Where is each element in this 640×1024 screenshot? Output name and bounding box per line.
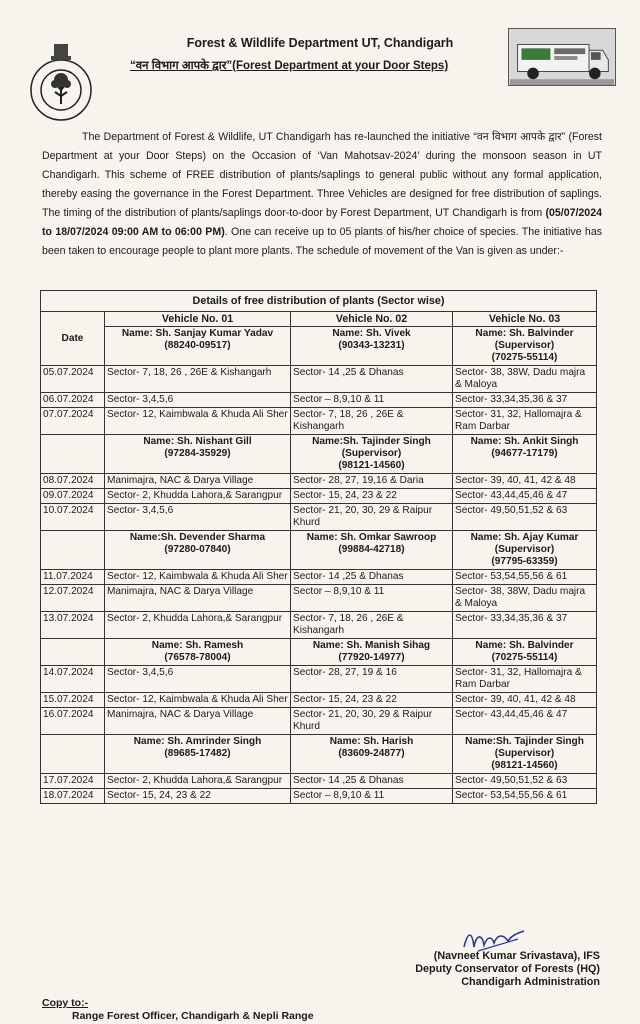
sector-cell: Sector- 28, 27, 19,16 & Daria xyxy=(291,474,453,489)
schedule-row xyxy=(41,570,597,585)
sector-cell: Sector – 8,9,10 & 11 xyxy=(291,393,453,408)
sector-cell: Sector- 28, 27, 19 & 16 xyxy=(291,666,453,693)
distribution-schedule-table xyxy=(40,290,597,804)
staff-name-cell: Name: Sh. Ramesh (76578-78004) xyxy=(105,639,291,666)
sector-cell: Sector- 3,4,5,6 xyxy=(105,666,291,693)
staff-name-cell: Name: Sh. Balvinder (70275-55114) xyxy=(453,639,597,666)
date-cell: 14.07.2024 xyxy=(41,666,105,693)
sector-cell: Sector- 7, 18, 26 , 26E & Kishangarh xyxy=(291,408,453,435)
schedule-row xyxy=(41,366,597,393)
staff-name-cell: Name: Sh. Vivek (90343-13231) xyxy=(291,327,453,366)
sector-cell: Sector- 7, 18, 26 , 26E & Kishangarh xyxy=(105,366,291,393)
intro-text-part1: The Department of Forest & Wildlife, UT Chandigarh has re-launched the initiative “वन विभाग आपके द्वार” (Forest Department at your Door Steps) on the Occasion of ‘Van Mahotsav-2024’ during the monsoon season in UT Chandigarh. This scheme of FREE distribution of plants/saplings to general public without any formal application, thereby easing the governance in the Forest Department. Three Vehicles are designed for free distribution of saplings. The timing of the distribution of plants/saplings door-to-door by Forest Department, UT Chandigarh is from xyxy=(42,131,602,219)
copy-to-recipient: Range Forest Officer, Chandigarh & Nepli Range xyxy=(72,1010,314,1022)
vehicle-header: Vehicle No. 03 xyxy=(453,312,597,327)
schedule-row xyxy=(41,408,597,435)
copy-to-label: Copy to:- xyxy=(42,997,89,1009)
department-emblem-logo xyxy=(26,38,96,126)
page-subtitle: “वन विभाग आपके द्वार”(Forest Department at your Door Steps) xyxy=(130,60,449,72)
schedule-row xyxy=(41,585,597,612)
date-cell: 13.07.2024 xyxy=(41,612,105,639)
sector-cell: Sector- 12, Kaimbwala & Khuda Ali Sher xyxy=(105,408,291,435)
staff-name-cell: Name: Sh. Ankit Singh (94677-17179) xyxy=(453,435,597,474)
date-cell: 09.07.2024 xyxy=(41,489,105,504)
sector-cell: Sector- 49,50,51,52 & 63 xyxy=(453,774,597,789)
sector-cell: Sector- 14 ,25 & Dhanas xyxy=(291,570,453,585)
table-row xyxy=(41,531,597,570)
sector-cell: Sector- 33,34,35,36 & 37 xyxy=(453,612,597,639)
sector-cell: Sector- 39, 40, 41, 42 & 48 xyxy=(453,474,597,489)
empty-date-cell xyxy=(41,735,105,774)
sector-cell: Sector- 3,4,5,6 xyxy=(105,504,291,531)
staff-name-cell: Name:Sh. Tajinder Singh (Supervisor) (98121-14560) xyxy=(453,735,597,774)
vehicle-header-row xyxy=(41,312,597,327)
sector-cell: Sector- 15, 24, 23 & 22 xyxy=(291,693,453,708)
table-row xyxy=(41,639,597,666)
table-row xyxy=(41,735,597,774)
intro-text-part2: . One can receive up to 05 plants of his/her choice of species. The initiative has been taken to encourage people to plant more plants. The schedule of movement of the Van is given as under:- xyxy=(42,226,603,257)
table-row xyxy=(41,435,597,474)
empty-date-cell xyxy=(41,435,105,474)
sector-cell: Sector- 31, 32, Hallomajra & Ram Darbar xyxy=(453,666,597,693)
sector-cell: Sector- 12, Kaimbwala & Khuda Ali Sher xyxy=(105,570,291,585)
van-photo-image xyxy=(508,28,616,86)
signatory-name: (Navneet Kumar Srivastava), IFS xyxy=(433,950,600,962)
schedule-row xyxy=(41,474,597,489)
empty-date-cell xyxy=(41,531,105,570)
schedule-row xyxy=(41,789,597,804)
staff-name-cell: Name: Sh. Ajay Kumar (Supervisor) (97795-63359) xyxy=(453,531,597,570)
staff-name-cell: Name: Sh. Balvinder (Supervisor) (70275-55114) xyxy=(453,327,597,366)
date-cell: 10.07.2024 xyxy=(41,504,105,531)
sector-cell: Sector- 3,4,5,6 xyxy=(105,393,291,408)
date-cell: 08.07.2024 xyxy=(41,474,105,489)
sector-cell: Manimajra, NAC & Darya Village xyxy=(105,708,291,735)
sector-cell: Sector- 2, Khudda Lahora,& Sarangpur xyxy=(105,489,291,504)
sector-cell: Sector – 8,9,10 & 11 xyxy=(291,789,453,804)
empty-date-cell xyxy=(41,639,105,666)
schedule-row xyxy=(41,612,597,639)
date-cell: 15.07.2024 xyxy=(41,693,105,708)
sector-cell: Sector- 7, 18, 26 , 26E & Kishangarh xyxy=(291,612,453,639)
schedule-row xyxy=(41,693,597,708)
date-cell: 06.07.2024 xyxy=(41,393,105,408)
staff-name-cell: Name: Sh. Sanjay Kumar Yadav (88240-09517) xyxy=(105,327,291,366)
sector-cell: Sector- 53,54,55,56 & 61 xyxy=(453,570,597,585)
vehicle-header: Vehicle No. 02 xyxy=(291,312,453,327)
date-cell: 16.07.2024 xyxy=(41,708,105,735)
table-caption-row xyxy=(41,291,597,312)
schedule-row xyxy=(41,489,597,504)
signature-block xyxy=(380,950,600,989)
sector-cell: Sector- 14 ,25 & Dhanas xyxy=(291,774,453,789)
schedule-row xyxy=(41,774,597,789)
staff-name-cell: Name:Sh. Tajinder Singh (Supervisor) (98121-14560) xyxy=(291,435,453,474)
sector-cell: Sector- 15, 24, 23 & 22 xyxy=(291,489,453,504)
sector-cell: Sector- 39, 40, 41, 42 & 48 xyxy=(453,693,597,708)
schedule-row xyxy=(41,504,597,531)
table-row xyxy=(41,327,597,366)
sector-cell: Sector- 53,54,55,56 & 61 xyxy=(453,789,597,804)
sector-cell: Sector- 2, Khudda Lahora,& Sarangpur xyxy=(105,774,291,789)
sector-cell: Manimajra, NAC & Darya Village xyxy=(105,585,291,612)
sector-cell: Sector- 33,34,35,36 & 37 xyxy=(453,393,597,408)
sector-cell: Sector- 15, 24, 23 & 22 xyxy=(105,789,291,804)
sector-cell: Manimajra, NAC & Darya Village xyxy=(105,474,291,489)
signatory-office: Chandigarh Administration xyxy=(461,976,600,988)
page-title: Forest & Wildlife Department UT, Chandigarh xyxy=(186,36,454,50)
staff-name-cell: Name: Sh. Amrinder Singh (89685-17482) xyxy=(105,735,291,774)
sector-cell: Sector- 38, 38W, Dadu majra & Maloya xyxy=(453,585,597,612)
date-column-header: Date xyxy=(41,312,105,366)
schedule-row xyxy=(41,393,597,408)
date-cell: 12.07.2024 xyxy=(41,585,105,612)
date-cell: 05.07.2024 xyxy=(41,366,105,393)
date-cell: 18.07.2024 xyxy=(41,789,105,804)
staff-name-cell: Name: Sh. Nishant Gill (97284-35929) xyxy=(105,435,291,474)
staff-name-cell: Name: Sh. Manish Sihag (77920-14977) xyxy=(291,639,453,666)
sector-cell: Sector- 21, 20, 30, 29 & Raipur Khurd xyxy=(291,504,453,531)
sector-cell: Sector- 21, 20, 30, 29 & Raipur Khurd xyxy=(291,708,453,735)
date-cell: 11.07.2024 xyxy=(41,570,105,585)
sector-cell: Sector- 43,44,45,46 & 47 xyxy=(453,708,597,735)
staff-name-cell: Name:Sh. Devender Sharma (97280-07840) xyxy=(105,531,291,570)
date-cell: 07.07.2024 xyxy=(41,408,105,435)
schedule-row xyxy=(41,708,597,735)
sector-cell: Sector- 12, Kaimbwala & Khuda Ali Sher xyxy=(105,693,291,708)
staff-name-cell: Name: Sh. Harish (83609-24877) xyxy=(291,735,453,774)
vehicle-header: Vehicle No. 01 xyxy=(105,312,291,327)
sector-cell: Sector- 49,50,51,52 & 63 xyxy=(453,504,597,531)
signatory-designation: Deputy Conservator of Forests (HQ) xyxy=(415,963,600,975)
sector-cell: Sector – 8,9,10 & 11 xyxy=(291,585,453,612)
sector-cell: Sector- 38, 38W, Dadu majra & Maloya xyxy=(453,366,597,393)
date-cell: 17.07.2024 xyxy=(41,774,105,789)
sector-cell: Sector- 31, 32, Hallomajra & Ram Darbar xyxy=(453,408,597,435)
distribution-timing: (05/07/2024 to 18/07/2024 09:00 AM to 06:00 PM) xyxy=(42,207,602,238)
sector-cell: Sector- 2, Khudda Lahora,& Sarangpur xyxy=(105,612,291,639)
table-caption: Details of free distribution of plants (Sector wise) xyxy=(41,291,597,312)
sector-cell: Sector- 43,44,45,46 & 47 xyxy=(453,489,597,504)
schedule-row xyxy=(41,666,597,693)
staff-name-cell: Name: Sh. Omkar Sawroop (99884-42718) xyxy=(291,531,453,570)
sector-cell: Sector- 14 ,25 & Dhanas xyxy=(291,366,453,393)
intro-paragraph xyxy=(42,128,602,261)
